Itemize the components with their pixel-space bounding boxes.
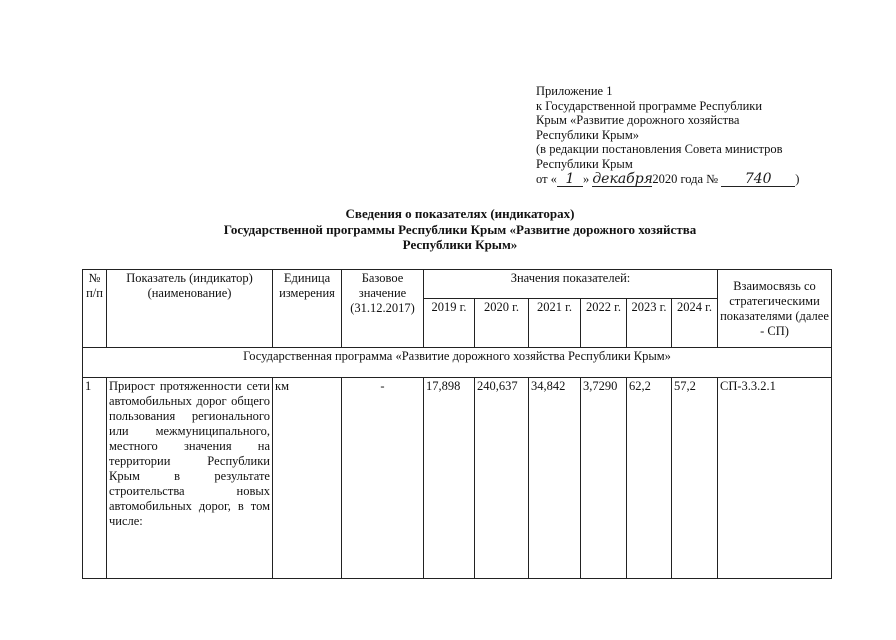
appendix-block [536,84,836,187]
section-row [83,348,832,378]
cell-indicator: Прирост протяженности сети автомобильных дорог общего пользования регионального или межмуниципального, местного значения на территории Республики Крым в результате строительства новых автомобильных дорог, в том числе: [107,378,273,579]
year-header: 2019 г. [424,299,475,348]
cell-value-2023: 62,2 [627,378,672,579]
section-title: Государственная программа «Развитие дорожного хозяйства Республики Крым» [83,348,832,378]
appendix-date-line [536,172,836,187]
year-header: 2020 г. [475,299,529,348]
cell-value-2024: 57,2 [672,378,718,579]
header-values: Значения показателей: [424,270,718,299]
cell-value-2021: 34,842 [529,378,581,579]
year-header: 2021 г. [529,299,581,348]
header-base: Базовое значение (31.12.2017) [342,270,424,348]
heading-line: Сведения о показателях (индикаторах) [345,206,575,221]
appendix-line: Республики Крым» [536,127,639,142]
cell-num: 1 [83,378,107,579]
cell-value-2019: 17,898 [424,378,475,579]
document-heading [100,206,820,253]
heading-line: Государственной программы Республики Крым «Развитие дорожного хозяйства [223,221,697,237]
handwritten-day: 1 [557,173,583,187]
table-row [83,378,832,579]
header-row [83,270,832,299]
appendix-line: (в редакции постановления Совета министров [536,142,783,157]
heading-line: Республики Крым» [402,237,518,252]
appendix-line: к Государственной программе Республики [536,98,763,113]
header-unit: Единица измерения [273,270,342,348]
header-link: Взаимосвязь со стратегическими показателями (далее - СП) [718,270,832,348]
header-indicator: Показатель (индикатор) (наименование) [107,270,273,348]
cell-value-2022: 3,7290 [581,378,627,579]
date-close: ) [795,171,800,186]
appendix-line: Приложение 1 [536,84,613,98]
date-prefix: от « [536,171,557,186]
date-mid: » [582,171,590,186]
year-header: 2023 г. [627,299,672,348]
handwritten-month: декабря [592,170,653,187]
appendix-line: Республики Крым [536,156,633,171]
year-header: 2024 г. [672,299,718,348]
handwritten-number: 740 [721,173,795,187]
header-num: № п/п [83,270,107,348]
appendix-line: Крым «Развитие дорожного хозяйства [536,113,740,128]
cell-value-2020: 240,637 [475,378,529,579]
cell-unit: км [273,378,342,579]
year-header: 2022 г. [581,299,627,348]
date-suffix: 2020 года № [652,171,719,186]
indicators-table [82,269,832,579]
cell-base: - [342,378,424,579]
cell-link: СП-3.3.2.1 [718,378,832,579]
